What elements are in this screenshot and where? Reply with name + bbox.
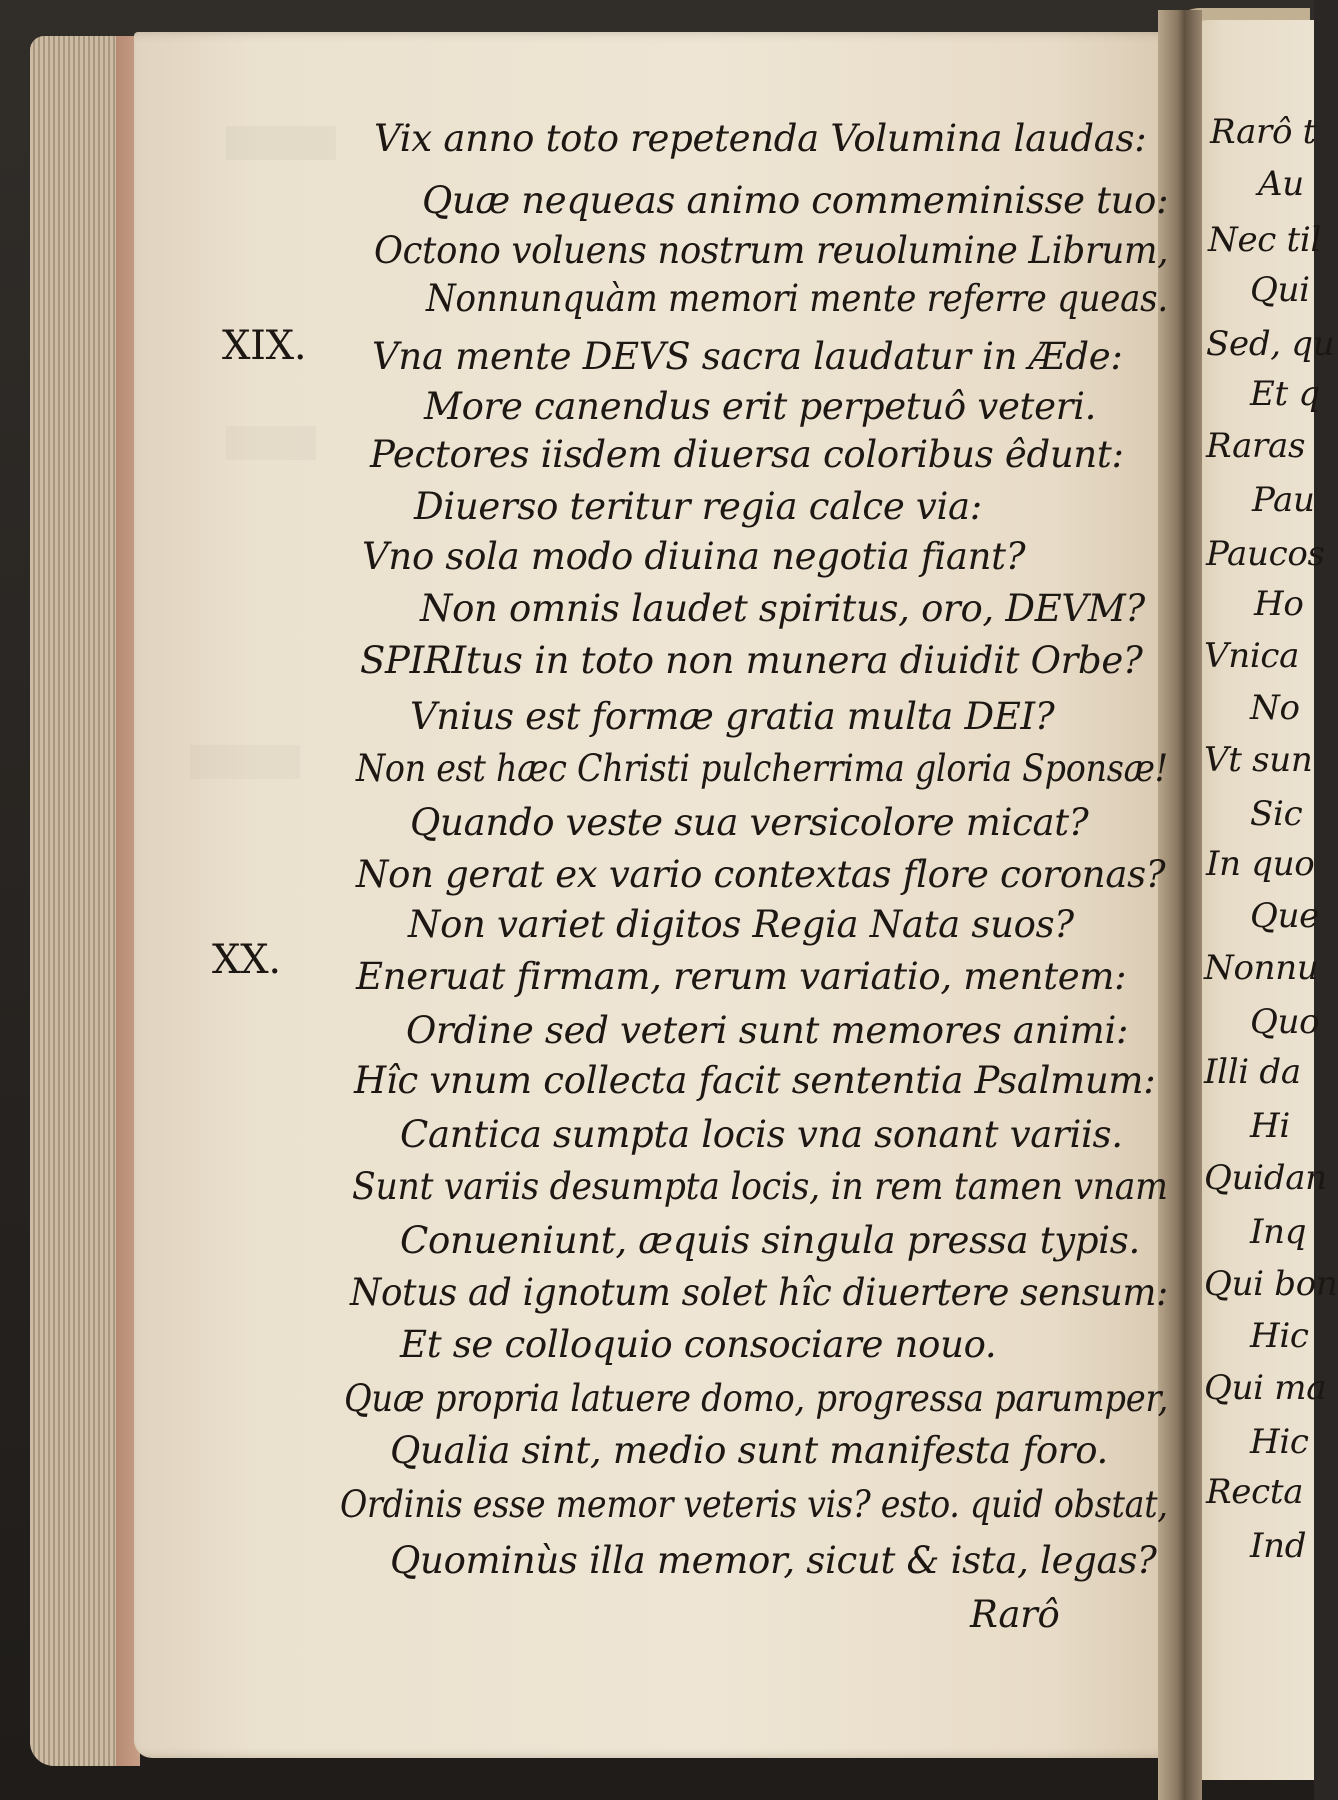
verse-line: Hîc vnum collecta facit sententia Psalmum: xyxy=(354,1059,1156,1102)
right-page-fragment: Qui bon xyxy=(1204,1264,1338,1304)
verse-line: Ordine sed veteri sunt memores animi: xyxy=(406,1009,1129,1052)
right-page-fragment: Quo xyxy=(1250,1002,1320,1042)
show-through-mark xyxy=(190,745,300,779)
verse-line: Et se colloquio consociare nouo. xyxy=(400,1323,997,1366)
right-page-fragment: Sed, qu xyxy=(1206,324,1335,364)
catchword: Rarô xyxy=(970,1593,1060,1636)
verse-line: Conueniunt, æquis singula pressa typis. xyxy=(400,1219,1140,1262)
verse-line: Non gerat ex vario contextas flore coronas? xyxy=(356,853,1166,896)
verse-line: Quando veste sua versicolore micat? xyxy=(410,801,1089,844)
verse-line: Cantica sumpta locis vna sonant variis. xyxy=(400,1113,1123,1156)
right-page-fragment: Qui ma xyxy=(1204,1368,1327,1408)
right-page-fragment: Nonnu xyxy=(1204,948,1319,988)
right-page-fragment: Quidan xyxy=(1204,1158,1327,1198)
verse-line: Vnius est formæ gratia multa DEI? xyxy=(410,695,1055,738)
section-label-xx: XX. xyxy=(212,937,281,983)
book-page-edges xyxy=(30,36,140,1766)
verse-line: Pectores iisdem diuersa coloribus êdunt: xyxy=(370,433,1124,476)
verse-line: Vix anno toto repetenda Volumina laudas: xyxy=(374,117,1147,160)
right-page-fragment: Au xyxy=(1258,164,1304,204)
verse-line: Ordinis esse memor veteris vis? esto. quid obstat, xyxy=(340,1483,1168,1526)
verse-line: Diuerso teritur regia calce via: xyxy=(414,485,982,528)
right-page-fragment: Vt sun xyxy=(1204,740,1313,780)
verse-line: Sunt variis desumpta locis, in rem tamen vnam xyxy=(352,1165,1168,1208)
verse-line: More canendus erit perpetuô veteri. xyxy=(424,385,1097,428)
verse-line: Qualia sint, medio sunt manifesta foro. xyxy=(390,1429,1108,1472)
right-page-fragment: Inq xyxy=(1250,1212,1307,1252)
verse-line: SPIRItus in toto non munera diuidit Orbe? xyxy=(360,639,1143,682)
right-page-fragment: In quo xyxy=(1206,844,1315,884)
right-page-fragment: Raras xyxy=(1206,426,1306,466)
verse-line: Non est hæc Christi pulcherrima gloria Sponsæ! xyxy=(356,747,1168,790)
right-page-fragment: Illi da xyxy=(1204,1052,1301,1092)
right-page-fragment: Ind xyxy=(1250,1526,1307,1566)
verse-line: Non omnis laudet spiritus, oro, DEVM? xyxy=(420,587,1145,630)
verse-line: Quæ nequeas animo commeminisse tuo: xyxy=(422,179,1169,222)
right-page-fragment: Hi xyxy=(1250,1106,1290,1146)
verse-line: Octono voluens nostrum reuolumine Librum, xyxy=(374,229,1169,272)
right-page-fragment: Vnica xyxy=(1204,636,1300,676)
right-page-fragment: Recta xyxy=(1206,1472,1304,1512)
verse-line: Eneruat firmam, rerum variatio, mentem: xyxy=(356,955,1127,998)
verse-line: Non variet digitos Regia Nata suos? xyxy=(408,903,1074,946)
verse-line: Quæ propria latuere domo, progressa parumper, xyxy=(344,1377,1169,1420)
verse-line: Quominùs illa memor, sicut & ista, legas? xyxy=(390,1539,1157,1582)
show-through-mark xyxy=(226,126,336,160)
verse-line: Vno sola modo diuina negotia fiant? xyxy=(362,535,1026,578)
verse-line: Nonnunquàm memori mente referre queas. xyxy=(426,277,1168,320)
right-page-fragment: No xyxy=(1250,688,1300,728)
right-page-fragment: Et q xyxy=(1250,374,1320,414)
section-label-xix: XIX. xyxy=(222,323,307,369)
verse-line: Notus ad ignotum solet hîc diuertere sensum: xyxy=(350,1271,1168,1314)
right-page-fragment: Rarô t xyxy=(1210,112,1317,152)
right-page-fragment: Pau xyxy=(1252,480,1315,520)
right-page-fragment: Hic xyxy=(1250,1422,1309,1462)
right-page-fragment: Hic xyxy=(1250,1316,1309,1356)
right-page-fragment: Nec til xyxy=(1208,220,1322,260)
verse-line: Vna mente DEVS sacra laudatur in Æde: xyxy=(372,335,1123,378)
right-page-fragment: Paucos xyxy=(1206,534,1325,574)
right-page-fragment: Que xyxy=(1250,896,1319,936)
right-page-fragment: Sic xyxy=(1250,794,1303,834)
right-page-fragment: Qui xyxy=(1250,270,1310,310)
show-through-mark xyxy=(226,426,316,460)
right-page-fragment: Ho xyxy=(1254,584,1304,624)
